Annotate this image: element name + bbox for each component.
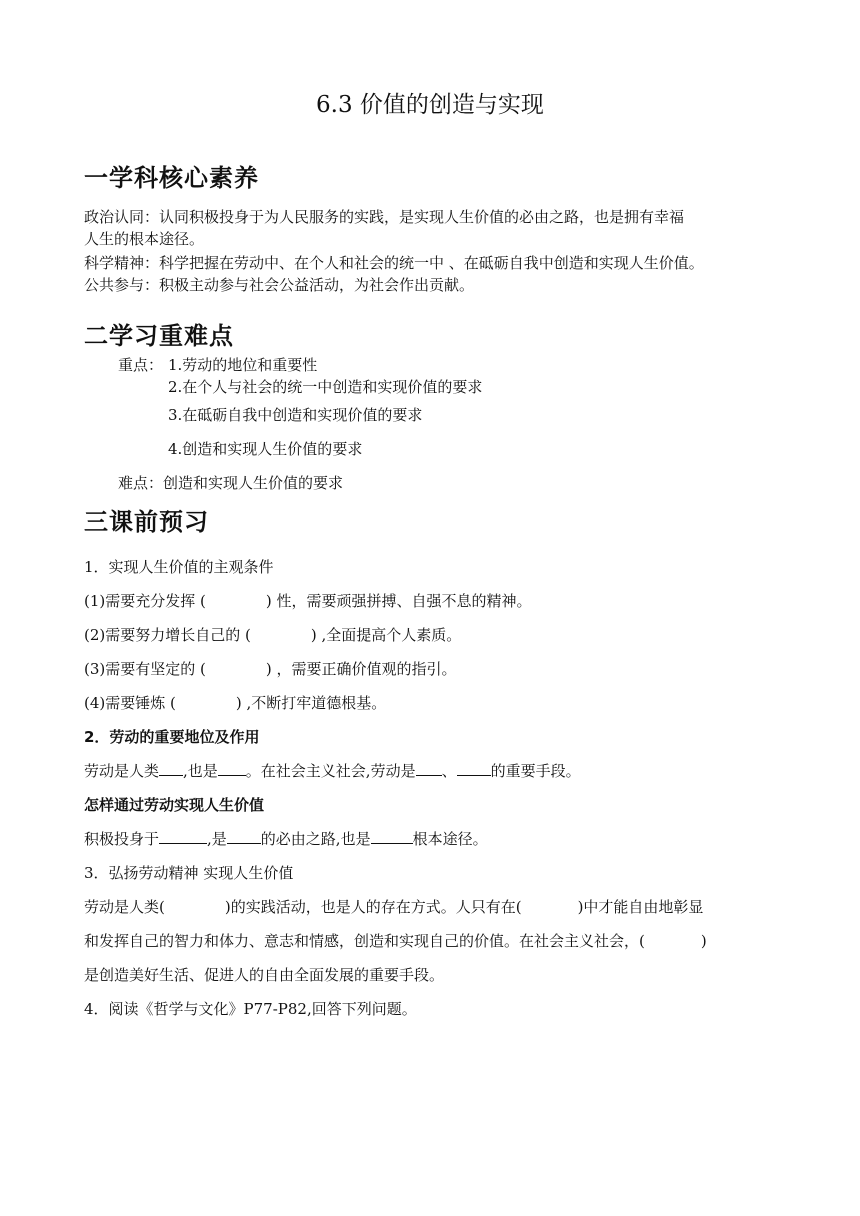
blank: [227, 829, 261, 844]
q1-item-prefix: (3)需要有坚定的 (: [84, 660, 206, 678]
q3-text: ): [700, 932, 707, 950]
q1-item-suffix: ) 性，需要顽强拼搏、自强不息的精神。: [265, 592, 532, 610]
blank: [416, 761, 442, 776]
key-point: 4.创造和实现人生价值的要求: [168, 440, 363, 458]
q2-text: 。在社会主义社会,劳动是: [245, 762, 416, 780]
q2-text: 的重要手段。: [490, 762, 581, 780]
q1-item-suffix: ) ，需要正确价值观的指引。: [265, 660, 457, 678]
blank: [371, 829, 413, 844]
q1-item: [84, 624, 461, 645]
key-label: 重点：: [118, 356, 164, 374]
q3-text: 劳动是人类(: [84, 898, 165, 916]
q2-sub-text: 积极投身于: [84, 830, 160, 848]
q1-item: [84, 658, 457, 679]
q1-item-suffix: ) ,不断打牢道德根基。: [235, 694, 387, 712]
blank: [159, 761, 183, 776]
q3-line: [84, 930, 707, 951]
blank: [457, 761, 491, 776]
q2-text: ,也是: [183, 762, 218, 780]
section2-heading: 二学习重难点: [84, 322, 234, 350]
key-point: 3.在砥砺自我中创造和实现价值的要求: [168, 406, 423, 424]
q3-text: )的实践活动，也是人的存在方式。人只有在(: [224, 898, 522, 916]
q2-line: [84, 760, 581, 781]
section1-line: 人生的根本途径。: [84, 230, 205, 248]
q4-title: 4．阅读《哲学与文化》P77-P82,回答下列问题。: [84, 1000, 417, 1018]
key-point: 1.劳动的地位和重要性: [168, 356, 318, 374]
q1-item-prefix: (4)需要锤炼 (: [84, 694, 176, 712]
q1-item: [84, 692, 386, 713]
q2-subtitle: 怎样通过劳动实现人生价值: [84, 796, 265, 814]
doc-title: 6.3 价值的创造与实现: [316, 92, 544, 118]
key-point: 2.在个人与社会的统一中创造和实现价值的要求: [168, 378, 483, 396]
q1-item-prefix: (1)需要充分发挥 (: [84, 592, 206, 610]
blank: [218, 761, 246, 776]
q2-text: 、: [441, 762, 457, 780]
q2-sub-text: ,是: [207, 830, 227, 848]
section1-line: 政治认同：认同积极投身于为人民服务的实践，是实现人生价值的必由之路，也是拥有幸福: [84, 208, 685, 226]
section1-heading: 一学科核心素养: [84, 164, 259, 192]
section1-line: 公共参与：积极主动参与社会公益活动，为社会作出贡献。: [84, 276, 475, 294]
q3-line: 是创造美好生活、促进人的自由全面发展的重要手段。: [84, 966, 445, 984]
difficult-point: 难点：创造和实现人生价值的要求: [118, 474, 344, 492]
q2-title: 2．劳动的重要地位及作用: [84, 728, 260, 746]
q2-sub-text: 的必由之路,也是: [260, 830, 371, 848]
q3-line: [84, 896, 703, 917]
section1-line: 科学精神：科学把握在劳动中、在个人和社会的统一中 、在砥砺自我中创造和实现人生价值。: [84, 254, 704, 272]
q1-item: [84, 590, 532, 611]
q2-sub-line: [84, 828, 488, 849]
q3-text: )中才能自由地彰显: [577, 898, 704, 916]
q2-text: 劳动是人类: [84, 762, 160, 780]
q1-item-prefix: (2)需要努力增长自己的 (: [84, 626, 251, 644]
q2-sub-text: 根本途径。: [412, 830, 488, 848]
q3-title: 3．弘扬劳动精神 实现人生价值: [84, 864, 294, 882]
section3-heading: 三课前预习: [84, 508, 209, 536]
q3-text: 和发挥自己的智力和体力、意志和情感，创造和实现自己的价值。在社会主义社会，(: [84, 932, 645, 950]
q1-title: 1．实现人生价值的主观条件: [84, 558, 274, 576]
q1-item-suffix: ) ,全面提高个人素质。: [310, 626, 462, 644]
blank: [159, 829, 207, 844]
